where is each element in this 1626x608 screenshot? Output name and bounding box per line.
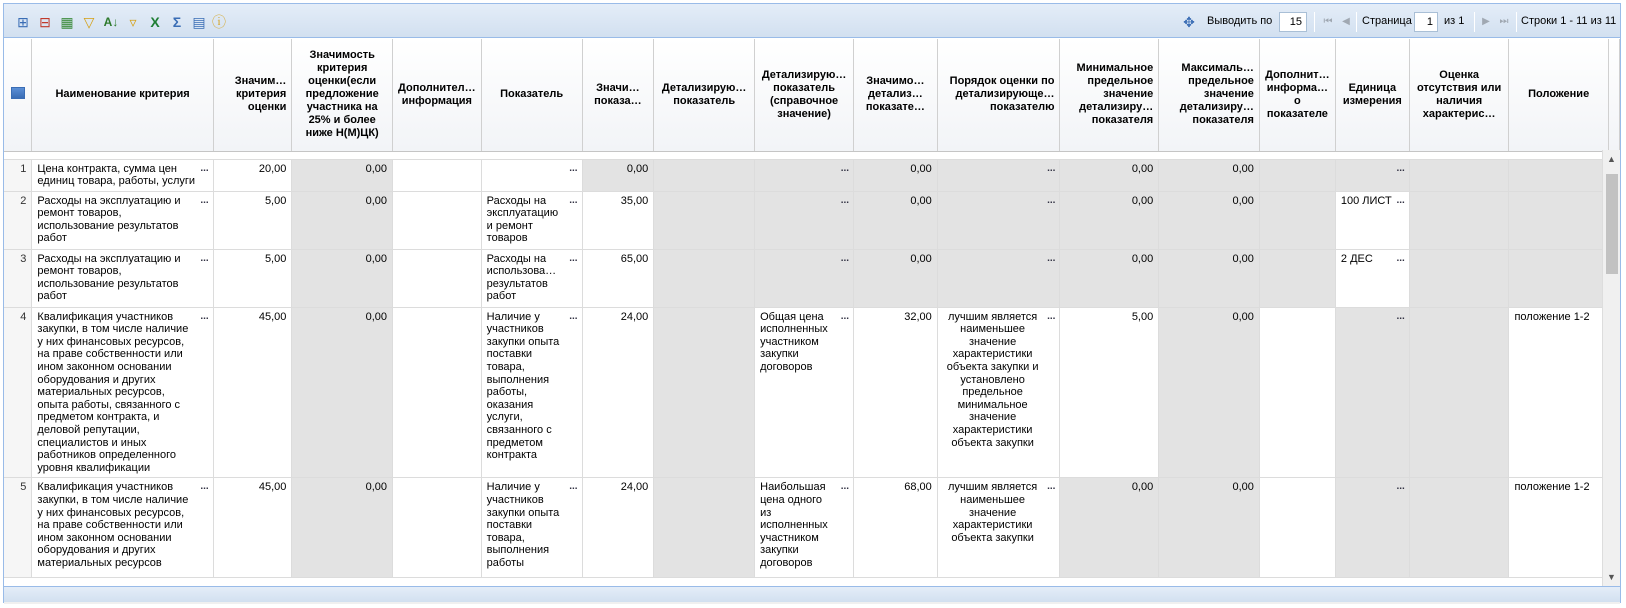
page-size-icon[interactable]: ✥ bbox=[1183, 14, 1195, 30]
add-info-cell[interactable] bbox=[393, 307, 482, 478]
criterion-name: Квалификация участников закупки, в том числе наличие у них финансовых ресурсов, на праве собственности или ином законном основании оборудования и других материальных ресурсов, опыта работы, связанного с предметом контракта, и деловой репутации, специалистов и иных работников определенного уровня квалификации bbox=[37, 310, 189, 474]
indicator-significance-cell[interactable]: 24,00 bbox=[582, 307, 654, 478]
next-page-icon[interactable]: ▶ bbox=[1482, 16, 1490, 27]
ellipsis-button[interactable]: ... bbox=[840, 252, 850, 264]
detail-indicator-cell bbox=[654, 307, 755, 478]
separator bbox=[1314, 12, 1315, 32]
column-header[interactable]: Дополнит… информа… о показателе bbox=[1259, 39, 1335, 151]
help-icon[interactable]: ⓘ bbox=[212, 14, 226, 30]
significance-cell[interactable]: 5,00 bbox=[213, 249, 292, 307]
detail-indicator-cell bbox=[654, 159, 755, 191]
ellipsis-button[interactable]: ... bbox=[569, 252, 578, 264]
add-indicator-info-cell bbox=[1259, 159, 1335, 191]
significance25-cell: 0,00 bbox=[292, 249, 393, 307]
column-header[interactable]: Значимость критерия оценки(если предложение участника на 25% и более ниже Н(М)ЦК) bbox=[292, 39, 393, 151]
filter-icon[interactable]: ▽ bbox=[83, 14, 95, 30]
criterion-name: Расходы на эксплуатацию и ремонт товаров, использование результатов работ bbox=[37, 252, 181, 303]
indicator-text: Наличие у участников закупки опыта поставки товара, выполнения работы bbox=[486, 481, 560, 569]
column-header[interactable]: Значи… показа… bbox=[582, 39, 654, 151]
detail-indicator-cell bbox=[654, 191, 755, 249]
prev-page-icon[interactable]: ◀ bbox=[1342, 16, 1350, 27]
page-input[interactable] bbox=[1414, 12, 1438, 32]
detail-significance-cell[interactable]: 68,00 bbox=[854, 478, 938, 578]
detail-indicator-cell bbox=[654, 249, 755, 307]
vertical-scroll-thumb[interactable] bbox=[1606, 174, 1618, 274]
criterion-name-cell[interactable] bbox=[32, 307, 213, 478]
column-header[interactable]: Показатель bbox=[481, 39, 582, 151]
column-header[interactable]: Единица измерения bbox=[1335, 39, 1409, 151]
ellipsis-button[interactable]: ... bbox=[1396, 252, 1405, 264]
evaluation-cell bbox=[1409, 249, 1509, 307]
detail-ref-text: Наибольшая цена одного из исполненных участником закупки договоров bbox=[760, 481, 828, 569]
last-page-icon[interactable]: ⏭ bbox=[1499, 16, 1509, 27]
table-select-icon[interactable] bbox=[11, 87, 25, 99]
max-value-cell: 0,00 bbox=[1159, 249, 1260, 307]
sum-icon[interactable]: Σ bbox=[172, 14, 182, 30]
columns-icon[interactable]: ▤ bbox=[192, 14, 206, 30]
detail-ref-cell[interactable] bbox=[755, 478, 854, 578]
indicator-significance-cell[interactable]: 35,00 bbox=[582, 191, 654, 249]
order-cell[interactable] bbox=[937, 249, 1060, 307]
detail-significance-cell: 0,00 bbox=[854, 249, 938, 307]
add-indicator-info-cell[interactable] bbox=[1259, 307, 1335, 478]
unit-text: 100 ЛИСТ bbox=[1340, 194, 1392, 207]
spacer-row bbox=[4, 151, 1620, 159]
page-size-label: Выводить по bbox=[1207, 15, 1273, 27]
detail-significance-cell[interactable]: 32,00 bbox=[854, 307, 938, 478]
add-info-cell[interactable] bbox=[393, 249, 482, 307]
ellipsis-button[interactable]: ... bbox=[1047, 194, 1056, 206]
unit-cell[interactable] bbox=[1335, 249, 1409, 307]
detail-ref-cell[interactable] bbox=[755, 307, 854, 478]
significance-cell[interactable]: 5,00 bbox=[213, 191, 292, 249]
min-value-cell: 0,00 bbox=[1060, 249, 1159, 307]
unit-cell[interactable] bbox=[1335, 307, 1409, 478]
min-value-cell: 0,00 bbox=[1060, 191, 1159, 249]
table-row[interactable] bbox=[4, 191, 1620, 249]
ellipsis-button[interactable]: ... bbox=[1396, 194, 1405, 206]
column-header[interactable]: Дополнител… информация bbox=[393, 39, 482, 151]
unit-text: 2 ДЕС bbox=[1340, 252, 1373, 265]
header-row bbox=[4, 39, 1620, 151]
ellipsis-button[interactable]: ... bbox=[1047, 481, 1056, 493]
min-value-cell[interactable]: 5,00 bbox=[1060, 307, 1159, 478]
criterion-name: Расходы на эксплуатацию и ремонт товаров, использование результатов работ bbox=[37, 194, 181, 245]
criterion-name-cell[interactable] bbox=[32, 478, 213, 578]
ellipsis-button[interactable]: ... bbox=[569, 481, 578, 493]
detail-significance-cell: 0,00 bbox=[854, 191, 938, 249]
ellipsis-button[interactable]: ... bbox=[569, 310, 578, 322]
detail-significance-cell: 0,00 bbox=[854, 159, 938, 191]
first-page-icon[interactable]: ⏮ bbox=[1323, 16, 1333, 27]
column-header[interactable]: Детализирую… показатель (справочное значение) bbox=[755, 39, 854, 151]
ellipsis-button[interactable]: ... bbox=[569, 194, 578, 206]
significance25-cell: 0,00 bbox=[292, 159, 393, 191]
scroll-down-icon[interactable]: ▼ bbox=[1607, 572, 1616, 582]
unit-cell[interactable] bbox=[1335, 159, 1409, 191]
min-value-cell: 0,00 bbox=[1060, 478, 1159, 578]
max-value-cell: 0,00 bbox=[1159, 307, 1260, 478]
evaluation-cell bbox=[1409, 307, 1509, 478]
position-cell[interactable] bbox=[1509, 249, 1608, 307]
rows-info: Строки 1 - 11 из 11 bbox=[1521, 15, 1617, 27]
table-row[interactable] bbox=[4, 307, 1620, 478]
evaluation-cell bbox=[1409, 478, 1509, 578]
table-row[interactable] bbox=[4, 159, 1620, 191]
order-cell[interactable] bbox=[937, 159, 1060, 191]
column-header[interactable]: Положение bbox=[1509, 39, 1608, 151]
add-row-icon[interactable]: ⊞ bbox=[17, 14, 29, 30]
bottom-bar bbox=[4, 586, 1620, 602]
criterion-name-cell[interactable] bbox=[32, 191, 213, 249]
significance25-cell: 0,00 bbox=[292, 191, 393, 249]
indicator-text: Расходы на эксплуатацию и ремонт товаров bbox=[486, 194, 559, 245]
header-filler bbox=[1608, 39, 1619, 151]
criterion-name-cell[interactable] bbox=[32, 249, 213, 307]
grid bbox=[4, 39, 1620, 585]
separator bbox=[1356, 12, 1357, 32]
evaluation-cell bbox=[1409, 191, 1509, 249]
separator bbox=[1474, 12, 1475, 32]
ellipsis-button[interactable]: ... bbox=[1396, 310, 1405, 322]
column-header[interactable]: Значимо… детализ… показате… bbox=[854, 39, 938, 151]
evaluation-cell bbox=[1409, 159, 1509, 191]
column-header[interactable]: Минимальное предельное значение детализиру… показателя bbox=[1060, 39, 1159, 151]
detail-ref-cell[interactable] bbox=[755, 159, 854, 191]
max-value-cell: 0,00 bbox=[1159, 478, 1260, 578]
vertical-scrollbar[interactable] bbox=[1602, 150, 1620, 586]
position-cell[interactable]: положение 1-2 bbox=[1509, 307, 1608, 478]
order-text: лучшим является наименьшее значение характеристики объекта закупки bbox=[947, 481, 1038, 544]
detail-ref-text: Общая цена исполненных участником закупки договоров bbox=[760, 310, 828, 374]
add-info-cell[interactable] bbox=[393, 478, 482, 578]
indicator-cell[interactable] bbox=[481, 307, 582, 478]
select-all-column-header[interactable] bbox=[4, 39, 32, 151]
unit-cell[interactable] bbox=[1335, 478, 1409, 578]
grid-panel bbox=[3, 3, 1621, 603]
add-info-cell[interactable] bbox=[393, 159, 482, 191]
ellipsis-button[interactable]: ... bbox=[840, 481, 850, 493]
max-value-cell: 0,00 bbox=[1159, 191, 1260, 249]
indicator-text: Наличие у участников закупки опыта поставки товара, выполнения работы, оказания услуги, связанного с предметом контракта bbox=[486, 310, 560, 462]
significance-cell[interactable]: 45,00 bbox=[213, 307, 292, 478]
order-text: лучшим является наименьшее значение характеристики объекта закупки и установлено предельное минимальное значение характеристики объекта закупки bbox=[946, 310, 1039, 449]
ellipsis-button[interactable]: ... bbox=[200, 162, 209, 174]
ellipsis-button[interactable]: ... bbox=[840, 162, 850, 174]
ellipsis-button[interactable]: ... bbox=[569, 162, 578, 174]
order-cell[interactable] bbox=[937, 191, 1060, 249]
table-row[interactable] bbox=[4, 249, 1620, 307]
criterion-name: Цена контракта, сумма цен единиц товара, работы, услуги bbox=[37, 162, 196, 188]
detail-indicator-cell bbox=[654, 478, 755, 578]
page-size-input[interactable] bbox=[1279, 12, 1307, 32]
detail-ref-cell[interactable] bbox=[755, 249, 854, 307]
filter-clear-icon[interactable]: ▿ bbox=[129, 14, 137, 30]
criterion-name: Квалификация участников закупки, в том числе наличие у них финансовых ресурсов, на праве собственности или ином законном основании оборудования и других материальных ресурсов bbox=[37, 481, 189, 569]
ellipsis-button[interactable]: ... bbox=[840, 310, 850, 322]
toolbar bbox=[4, 4, 1620, 38]
ellipsis-button[interactable]: ... bbox=[200, 194, 209, 206]
position-cell[interactable] bbox=[1509, 191, 1608, 249]
excel-export-icon[interactable]: X bbox=[150, 14, 160, 30]
indicator-cell[interactable] bbox=[481, 478, 582, 578]
delete-row-icon[interactable]: ⊟ bbox=[39, 14, 51, 30]
scroll-up-icon[interactable]: ▲ bbox=[1607, 154, 1616, 164]
significance25-cell: 0,00 bbox=[292, 307, 393, 478]
ellipsis-button[interactable]: ... bbox=[1047, 310, 1056, 322]
indicator-significance-cell: 0,00 bbox=[582, 159, 654, 191]
order-cell[interactable] bbox=[937, 478, 1060, 578]
row-number: 4 bbox=[4, 307, 32, 478]
significance-cell[interactable]: 45,00 bbox=[213, 478, 292, 578]
indicator-text: Расходы на использова… результатов работ bbox=[486, 252, 557, 303]
order-cell[interactable] bbox=[937, 307, 1060, 478]
ellipsis-button[interactable]: ... bbox=[1047, 162, 1056, 174]
ellipsis-button[interactable]: ... bbox=[840, 194, 850, 206]
ellipsis-button[interactable]: ... bbox=[200, 252, 209, 264]
sort-icon[interactable]: A↓ bbox=[103, 15, 119, 29]
ellipsis-button[interactable]: ... bbox=[1047, 252, 1056, 264]
row-number: 2 bbox=[4, 191, 32, 249]
min-value-cell: 0,00 bbox=[1060, 159, 1159, 191]
column-header[interactable]: Оценка отсутствия или наличия характерис… bbox=[1409, 39, 1509, 151]
ellipsis-button[interactable]: ... bbox=[200, 481, 209, 493]
column-header[interactable]: Максималь… предельное значение детализиру… показателя bbox=[1159, 39, 1260, 151]
table-edit-icon[interactable]: ▦ bbox=[60, 14, 74, 30]
ellipsis-button[interactable]: ... bbox=[1396, 162, 1405, 174]
indicator-cell[interactable] bbox=[481, 159, 582, 191]
position-cell[interactable] bbox=[1509, 159, 1608, 191]
criterion-name-cell[interactable] bbox=[32, 159, 213, 191]
page-label: Страница bbox=[1362, 15, 1412, 27]
add-indicator-info-cell bbox=[1259, 249, 1335, 307]
significance25-cell: 0,00 bbox=[292, 478, 393, 578]
max-value-cell: 0,00 bbox=[1159, 159, 1260, 191]
separator bbox=[1516, 12, 1517, 32]
column-header[interactable]: Порядок оценки по детализирующе… показателю bbox=[937, 39, 1060, 151]
detail-ref-cell[interactable] bbox=[755, 191, 854, 249]
indicator-significance-cell[interactable]: 24,00 bbox=[582, 478, 654, 578]
column-header[interactable]: Детализирую… показатель bbox=[654, 39, 755, 151]
add-indicator-info-cell[interactable] bbox=[1259, 478, 1335, 578]
add-indicator-info-cell bbox=[1259, 191, 1335, 249]
column-header[interactable]: Значим… критерия оценки bbox=[213, 39, 292, 151]
indicator-cell[interactable] bbox=[481, 249, 582, 307]
unit-cell[interactable] bbox=[1335, 191, 1409, 249]
position-cell[interactable]: положение 1-2 bbox=[1509, 478, 1608, 578]
indicator-cell[interactable] bbox=[481, 191, 582, 249]
ellipsis-button[interactable]: ... bbox=[1396, 481, 1405, 493]
indicator-significance-cell[interactable]: 65,00 bbox=[582, 249, 654, 307]
criteria-table bbox=[4, 39, 1620, 578]
significance-cell[interactable]: 20,00 bbox=[213, 159, 292, 191]
row-number: 1 bbox=[4, 159, 32, 191]
table-row[interactable] bbox=[4, 478, 1620, 578]
ellipsis-button[interactable]: ... bbox=[200, 310, 209, 322]
row-number: 5 bbox=[4, 478, 32, 578]
row-number: 3 bbox=[4, 249, 32, 307]
add-info-cell[interactable] bbox=[393, 191, 482, 249]
page-of-label: из 1 bbox=[1444, 15, 1465, 27]
column-header[interactable]: Наименование критерия bbox=[32, 39, 213, 151]
